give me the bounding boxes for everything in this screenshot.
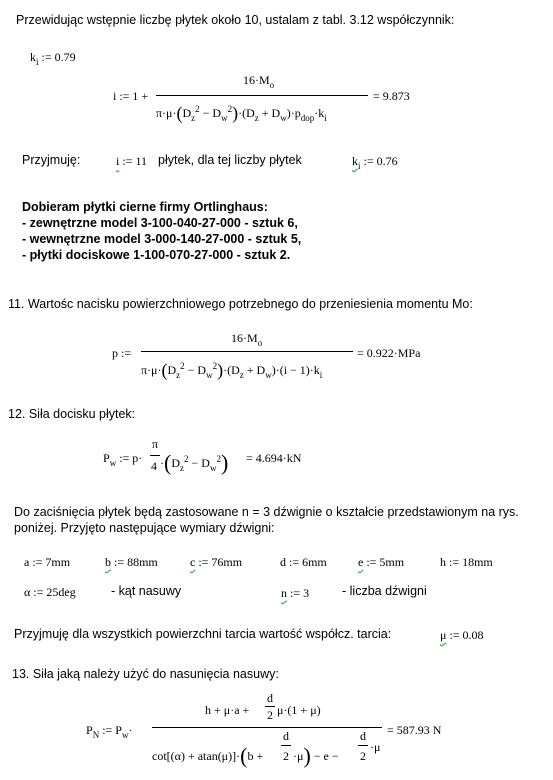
przyjmuje-label: Przyjmuję:: [22, 153, 81, 167]
n-def: n := 3: [281, 586, 310, 600]
pn-num-bar: [265, 706, 275, 707]
pn-den-bar-1: [281, 745, 291, 746]
mu-def: μ := 0.08: [440, 628, 484, 642]
pw-formula-rest: $\cdot(D_z^2 - D_w^2)$: [160, 450, 229, 475]
p-formula-result: = 0.922·MPa: [357, 346, 421, 360]
dim-d: d := 6mm: [280, 555, 327, 569]
i-formula-denominator: $\pi\cdot\mu\cdot(D_z^2 - D_w^2)\cdot(D_z + D_w)\cdot p_{dop}\cdot k_i$: [156, 103, 327, 123]
i-set: i := 11: [116, 154, 147, 168]
pn-den-bar-2: [358, 745, 368, 746]
mu-text: Przyjmuję dla wszystkich powierzchni tarcia wartość współcz. tarcia:: [14, 627, 392, 641]
pn-numerator-left: h + μ·a +: [205, 703, 250, 717]
pn-num-d: d: [267, 691, 273, 705]
pn-denominator-left: cot[(α) + atan(μ)]·(b +: [152, 743, 264, 768]
pn-numerator-right: μ·(1 + μ): [277, 703, 321, 717]
dim-b: b := 88mm: [105, 555, 158, 569]
pn-formula-result: = 587.93 N: [387, 723, 442, 737]
pn-den-d2: d: [360, 729, 366, 743]
pn-den-22: 2: [360, 749, 366, 763]
i-formula-lhs: i := 1 +: [113, 89, 149, 103]
dim-e: e := 5mm: [358, 555, 405, 569]
pw-formula-lhs: $P_w$ := p·: [103, 451, 143, 468]
i-note: płytek, dla tej liczby płytek: [158, 153, 302, 167]
pn-num-2: 2: [267, 708, 273, 722]
pn-fraction-bar: [152, 727, 382, 728]
pw-formula-result: = 4.694·kN: [246, 451, 302, 465]
intro-text: Przewidując wstępnie liczbę płytek około 10, ustalam z tabl. 3.12 współczynnik:: [16, 13, 455, 27]
pw-fraction-bar: [150, 455, 160, 456]
section-13-heading: 13. Siła jaką należy użyć do nasunięcia nasuwy:: [12, 667, 279, 681]
ki-set: $k_i$ := 0.76: [352, 154, 398, 171]
section-11-heading: 11. Wartośc nacisku powierzchniowego potrzebnego do przeniesienia momentu Mo:: [8, 297, 473, 311]
i-formula-fraction-bar: [156, 95, 368, 96]
alpha-note: - kąt nasuwy: [111, 584, 182, 598]
dobieram-item-3: - płytki dociskowe 1-100-070-27-000 - sztuk 2.: [22, 248, 291, 262]
p-formula-lhs: p :=: [112, 346, 132, 360]
dim-h: h := 18mm: [440, 555, 493, 569]
dobieram-item-1: - zewnętrzne model 3-100-040-27-000 - sztuk 6,: [22, 216, 298, 230]
alpha-def: α := 25deg: [24, 585, 76, 599]
dobieram-title: Dobieram płytki cierne firmy Ortlinghaus:: [22, 200, 268, 214]
pw-pi: π: [152, 437, 159, 451]
p-formula-fraction-bar: [141, 351, 353, 352]
dim-c: c := 76mm: [190, 555, 243, 569]
pn-denominator-right: ·μ: [370, 740, 381, 754]
pn-den-21: 2: [283, 749, 289, 763]
pn-formula-lhs: $P_N$ := $P_w\cdot$: [86, 723, 133, 740]
pn-denominator-mid: ·μ) − e −: [293, 743, 339, 768]
dim-a: a := 7mm: [24, 555, 71, 569]
i-formula-result: = 9.873: [373, 89, 410, 103]
lever-text-line-2: poniżej. Przyjęto następujące wymiary dźwigni:: [14, 521, 275, 535]
p-formula-denominator: $\pi\cdot\mu\cdot(D_z^2 - D_w^2)\cdot(D_z + D_w)\cdot(i - 1)\cdot k_i$: [141, 360, 323, 380]
n-note: - liczba dźwigni: [342, 584, 427, 598]
pn-den-d1: d: [283, 729, 289, 743]
dobieram-item-2: - wewnętrzne model 3-000-140-27-000 - sztuk 5,: [22, 232, 302, 246]
p-formula-numerator: $16\cdot M_o$: [231, 331, 263, 348]
section-12-heading: 12. Siła docisku płytek:: [8, 407, 136, 421]
lever-text-line-1: Do zaciśnięcia płytek będą zastosowane n = 3 dźwignie o kształcie przedstawionym na rys.: [14, 505, 519, 519]
ki-definition: $k_i$ := 0.79: [30, 50, 76, 67]
pw-four: 4: [151, 459, 157, 473]
i-formula-numerator: $16\cdot M_o$: [243, 73, 275, 90]
